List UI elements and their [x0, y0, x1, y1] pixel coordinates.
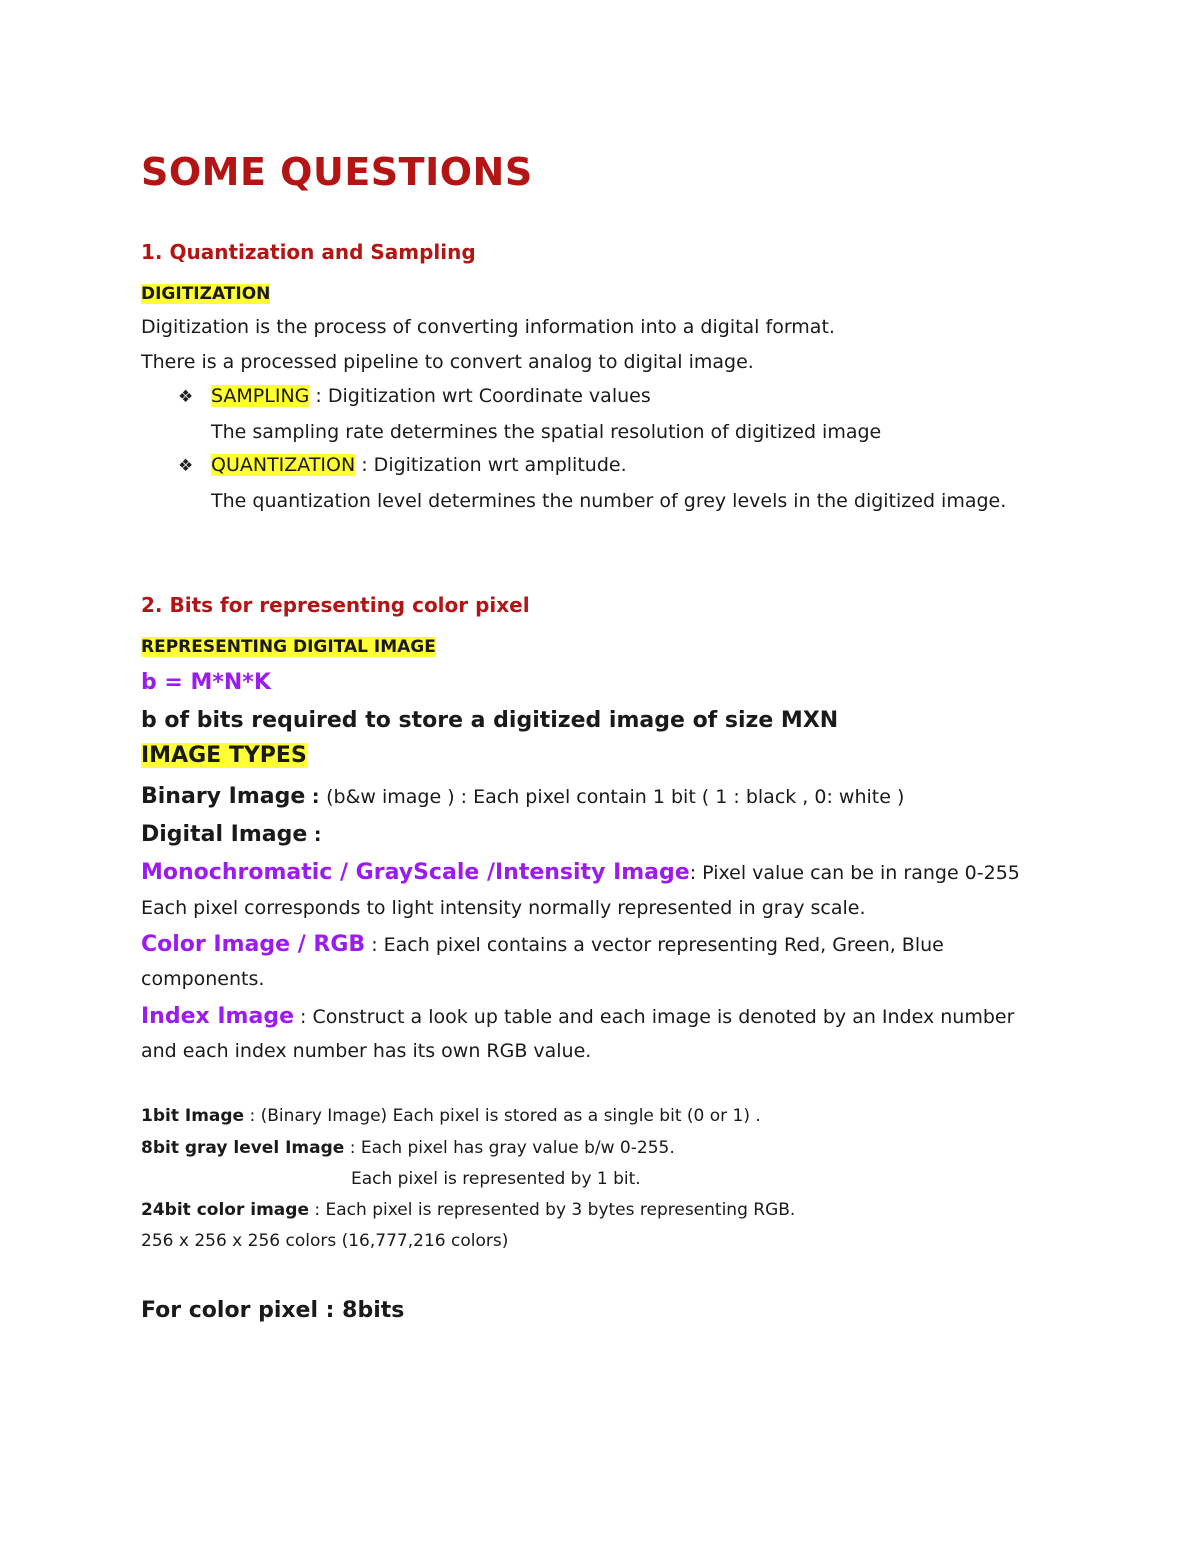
representing-section: [141, 635, 436, 658]
sampling-sub: The sampling rate determines the spatial resolution of digitized image: [211, 421, 882, 443]
quantization-term: QUANTIZATION: [211, 454, 356, 476]
bit8-label: 8bit gray level Image: [141, 1138, 345, 1158]
sampling-term: SAMPLING: [211, 385, 310, 407]
formula-desc: b of bits required to store a digitized image of size MXN: [141, 708, 839, 733]
binary-image-line: [141, 784, 904, 810]
binary-sep: :: [305, 786, 327, 808]
question-2-heading: 2. Bits for representing color pixel: [141, 593, 530, 617]
answer-line: For color pixel : 8bits: [141, 1298, 405, 1323]
quantization-line: [211, 454, 627, 477]
digitization-line-1: Digitization is the process of converting information into a digital format.: [141, 316, 835, 338]
bit1-line: [141, 1106, 761, 1126]
bit24-desc: : Each pixel is represented by 3 bytes representing RGB.: [308, 1200, 796, 1220]
color-image-line: [141, 932, 944, 958]
index-image-desc: : Construct a look up table and each image is denoted by an Index number: [294, 1006, 1015, 1028]
binary-image-label: Binary Image: [141, 784, 306, 809]
quantization-desc: : Digitization wrt amplitude.: [355, 454, 627, 476]
quantization-sub: The quantization level determines the number of grey levels in the digitized image.: [211, 490, 1007, 512]
index-image-line-2: and each index number has its own RGB value.: [141, 1040, 592, 1062]
bit24-label: 24bit color image: [141, 1200, 309, 1220]
digitization-line-2: There is a processed pipeline to convert analog to digital image.: [141, 351, 754, 373]
formula: b = M*N*K: [141, 670, 271, 695]
mono-image-desc: Pixel value can be in range 0-255: [696, 862, 1020, 884]
mono-sep: :: [689, 862, 697, 884]
digital-image-label: Digital Image: [141, 822, 308, 847]
digital-sep: :: [307, 824, 322, 846]
bit8-desc: : Each pixel has gray value b/w 0-255.: [344, 1138, 675, 1158]
page-title: SOME QUESTIONS: [141, 150, 533, 194]
index-image-line: [141, 1004, 1014, 1030]
mono-image-line-2: Each pixel corresponds to light intensity normally represented in gray scale.: [141, 897, 866, 919]
bit24-line: [141, 1200, 795, 1220]
question-1-heading: 1. Quantization and Sampling: [141, 240, 476, 264]
color-image-desc: : Each pixel contains a vector representing Red, Green, Blue: [365, 934, 944, 956]
bit24-line-2: 256 x 256 x 256 colors (16,777,216 colors): [141, 1231, 509, 1251]
representing-heading: REPRESENTING DIGITAL IMAGE: [141, 637, 436, 657]
color-image-label: Color Image / RGB: [141, 932, 366, 957]
binary-image-desc: (b&w image ) : Each pixel contain 1 bit ( 1 : black , 0: white ): [326, 786, 905, 808]
bullet-diamond-icon: ❖: [178, 456, 194, 476]
bit8-line: [141, 1138, 675, 1158]
digital-image-line: [141, 822, 322, 848]
sampling-desc: : Digitization wrt Coordinate values: [309, 385, 651, 407]
bit1-desc: : (Binary Image) Each pixel is stored as a single bit (0 or 1) .: [244, 1106, 761, 1126]
image-types-section: [141, 743, 307, 769]
image-types-heading: IMAGE TYPES: [141, 743, 307, 768]
index-image-label: Index Image: [141, 1004, 294, 1029]
digitization-heading: DIGITIZATION: [141, 284, 271, 304]
bit8-line-2: Each pixel is represented by 1 bit.: [351, 1169, 641, 1189]
color-image-line-2: components.: [141, 968, 265, 990]
bullet-diamond-icon: ❖: [178, 387, 194, 407]
mono-image-label: Monochromatic / GrayScale /Intensity Image: [141, 860, 690, 885]
digitization-section: [141, 282, 270, 305]
sampling-line: [211, 385, 651, 408]
bit1-label: 1bit Image: [141, 1106, 245, 1126]
mono-image-line: [141, 860, 1020, 886]
